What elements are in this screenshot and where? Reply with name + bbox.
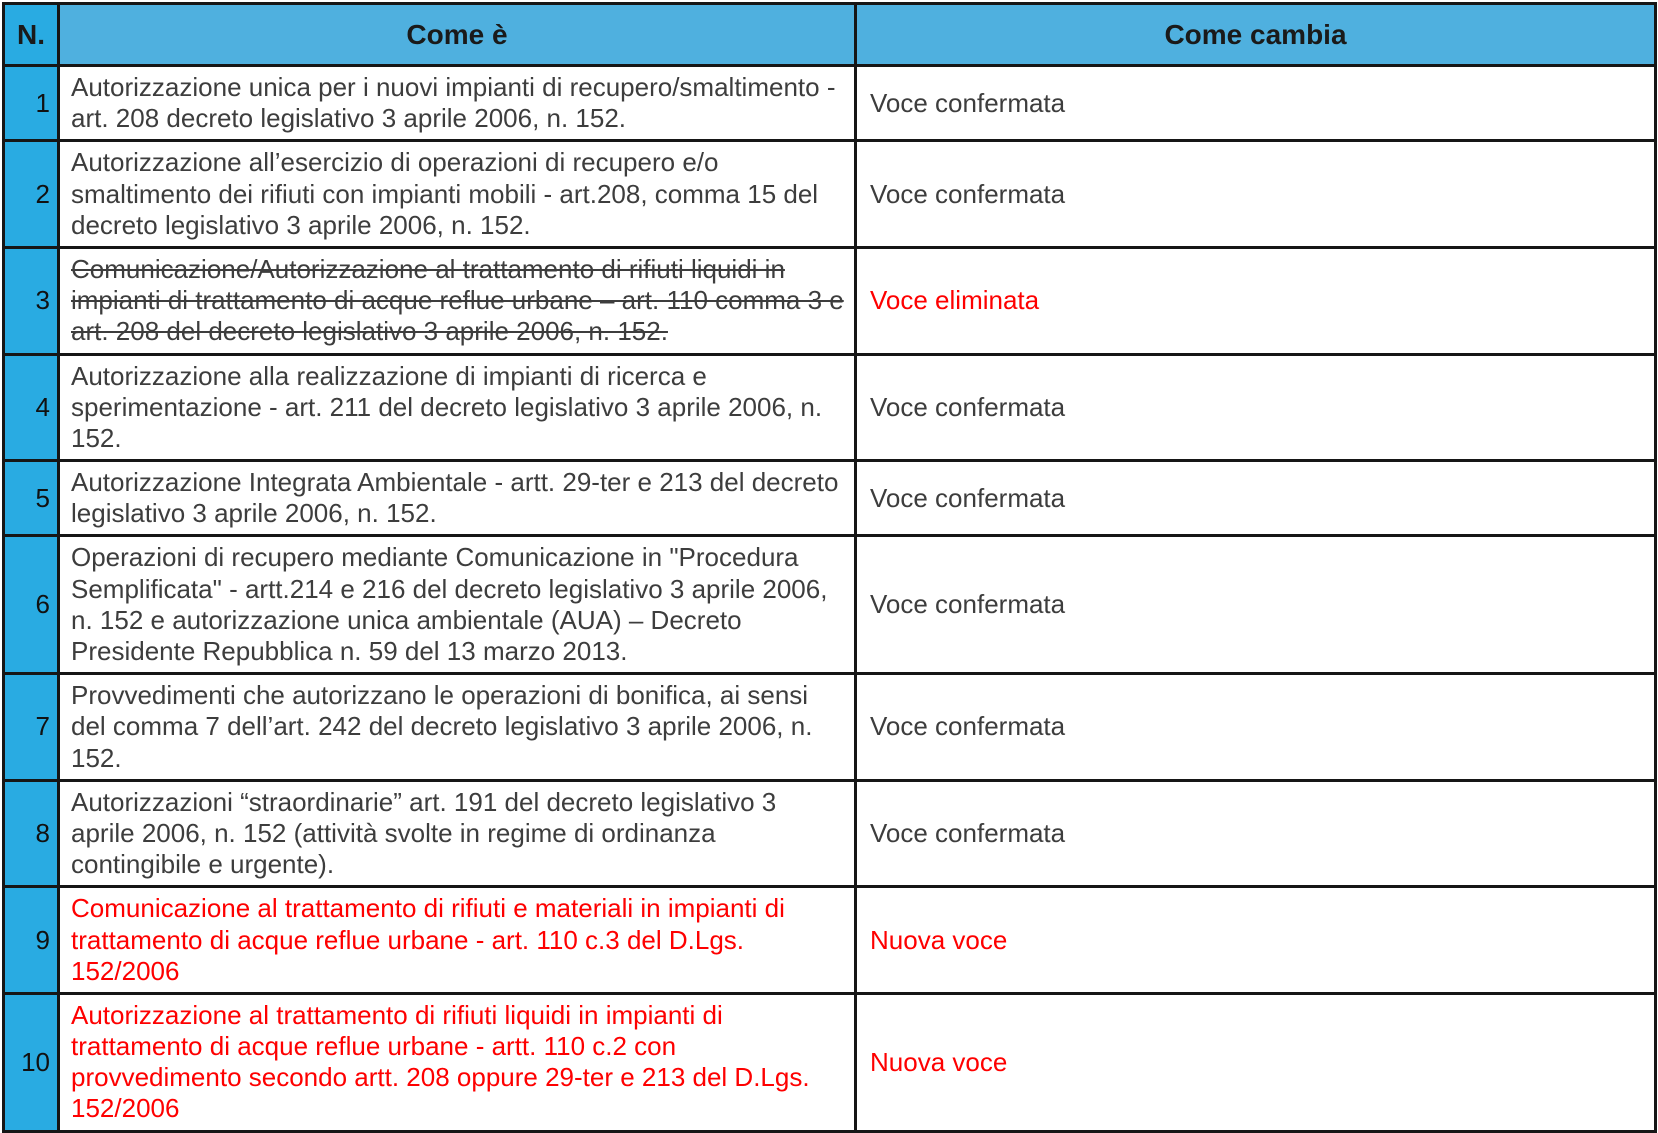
- come-cambia-cell: Voce confermata: [856, 141, 1656, 248]
- header-cell-come-cambia: Come cambia: [856, 4, 1656, 66]
- come-e-cell: [59, 141, 856, 248]
- come-cambia-cell: Nuova voce: [856, 993, 1656, 1131]
- come-cambia-cell: Voce confermata: [856, 536, 1656, 674]
- come-e-text-new: Comunicazione al trattamento di rifiuti e materiali in impianti di trattamento di acque reflue urbane - art. 110 c.3 del D.Lgs. 152/2006: [71, 893, 785, 986]
- come-e-cell: [59, 247, 856, 354]
- come-e-text: Autorizzazioni “straordinarie” art. 191 del decreto legislativo 3 aprile 2006, n. 152 (attività svolte in regime di ordinanza contingibile e urgente).: [71, 786, 777, 880]
- table-row: [4, 247, 1656, 354]
- table-row: [4, 461, 1656, 536]
- header-cell-n: N.: [4, 4, 59, 66]
- come-e-text: Operazioni di recupero mediante Comunicazione in "Procedura Semplificata" - artt.214 e 216 del decreto legislativo 3 aprile 2006, n. 152 e autorizzazione unica ambientale (AUA) – Decreto Presidente Repubblica n. 59 del 13 marzo 2013.: [71, 542, 828, 666]
- table-row: [4, 780, 1656, 887]
- come-cambia-cell: Voce confermata: [856, 674, 1656, 781]
- row-number-cell: 7: [4, 674, 59, 781]
- table-row: [4, 66, 1656, 141]
- come-e-cell: [59, 461, 856, 536]
- come-cambia-cell: Voce confermata: [856, 354, 1656, 461]
- table-row: [4, 141, 1656, 248]
- come-cambia-cell: Nuova voce: [856, 887, 1656, 994]
- come-e-text: Provvedimenti che autorizzano le operazioni di bonifica, ai sensi del comma 7 dell’art. 242 del decreto legislativo 3 aprile 2006, n. 152.: [71, 680, 813, 773]
- come-cambia-cell: Voce confermata: [856, 66, 1656, 141]
- row-number-cell: 6: [4, 536, 59, 674]
- come-e-cell: [59, 536, 856, 674]
- come-e-text-strikethrough: Comunicazione/Autorizzazione al trattamento di rifiuti liquidi in impianti di trattamento di acque reflue urbane – art. 110 comma 3 e art. 208 del decreto legislativo 3 aprile 2006, n. 152.: [71, 253, 844, 347]
- header-cell-come-e: Come è: [59, 4, 856, 66]
- come-e-cell: [59, 354, 856, 461]
- come-e-cell: [59, 674, 856, 781]
- come-e-cell: [59, 780, 856, 887]
- row-number-cell: 3: [4, 247, 59, 354]
- come-e-text: Autorizzazione alla realizzazione di impianti di ricerca e sperimentazione - art. 211 del decreto legislativo 3 aprile 2006, n. 152.: [71, 360, 823, 453]
- row-number-cell: 8: [4, 780, 59, 887]
- row-number-cell: 4: [4, 354, 59, 461]
- come-e-cell: [59, 66, 856, 141]
- come-cambia-cell: Voce eliminata: [856, 247, 1656, 354]
- row-number-cell: 9: [4, 887, 59, 994]
- come-cambia-cell: Voce confermata: [856, 461, 1656, 536]
- come-e-text: Autorizzazione Integrata Ambientale - artt. 29-ter e 213 del decreto legislativo 3 aprile 2006, n. 152.: [71, 467, 839, 529]
- row-number-cell: 1: [4, 66, 59, 141]
- table-row: [4, 674, 1656, 781]
- come-e-cell: [59, 887, 856, 994]
- row-number-cell: 2: [4, 141, 59, 248]
- table-row: [4, 536, 1656, 674]
- come-e-text-new: Autorizzazione al trattamento di rifiuti liquidi in impianti di trattamento di acque reflue urbane - artt. 110 c.2 con provvedimento secondo artt. 208 oppure 29-ter e 213 del D.Lgs. 152/2006: [71, 999, 810, 1124]
- come-cambia-cell: Voce confermata: [856, 780, 1656, 887]
- row-number-cell: 5: [4, 461, 59, 536]
- come-e-text: Autorizzazione all’esercizio di operazioni di recupero e/o smaltimento dei rifiuti con impianti mobili - art.208, comma 15 del decreto legislativo 3 aprile 2006, n. 152.: [71, 147, 819, 240]
- row-number-cell: 10: [4, 993, 59, 1131]
- header-row: [4, 4, 1656, 66]
- come-e-cell: [59, 993, 856, 1131]
- comparison-table: [2, 2, 1657, 1133]
- table-row: [4, 354, 1656, 461]
- table-row: [4, 993, 1656, 1131]
- come-e-text: Autorizzazione unica per i nuovi impianti di recupero/smaltimento - art. 208 decreto legislativo 3 aprile 2006, n. 152.: [71, 72, 836, 134]
- table-row: [4, 887, 1656, 994]
